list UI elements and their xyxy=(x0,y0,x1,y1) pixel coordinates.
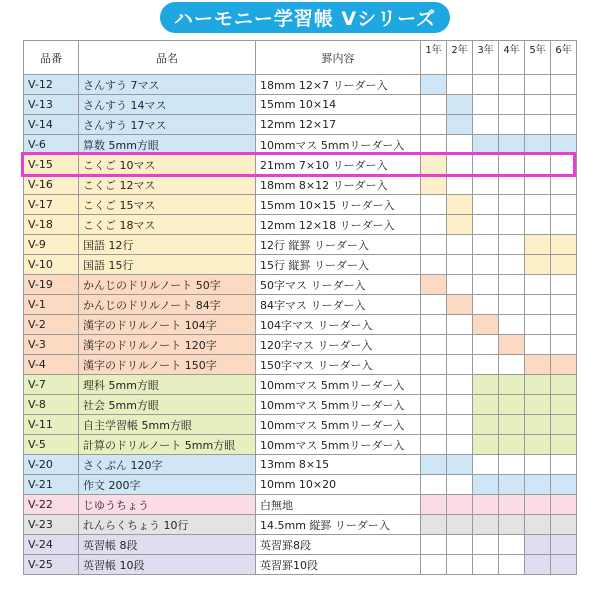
cell-name: 計算のドリルノート 5mm方眼 xyxy=(79,435,256,455)
cell-rule: 120字マス リーダー入 xyxy=(256,335,421,355)
grade-cell-4 xyxy=(499,295,525,315)
grade-cell-2 xyxy=(447,235,473,255)
grade-cell-1 xyxy=(421,535,447,555)
table-row xyxy=(24,395,577,415)
grade-cell-2 xyxy=(447,455,473,475)
cell-rule: 150字マス リーダー入 xyxy=(256,355,421,375)
grade-cell-5 xyxy=(525,135,551,155)
cell-code: V-7 xyxy=(24,375,79,395)
cell-code: V-11 xyxy=(24,415,79,435)
cell-name: 社会 5mm方眼 xyxy=(79,395,256,415)
grade-cell-1 xyxy=(421,115,447,135)
grade-cell-3 xyxy=(473,355,499,375)
grade-cell-3 xyxy=(473,155,499,175)
table-row xyxy=(24,475,577,495)
cell-rule: 13mm 8×15 xyxy=(256,455,421,475)
grade-cell-4 xyxy=(499,315,525,335)
grade-cell-3 xyxy=(473,455,499,475)
cell-name: 国語 15行 xyxy=(79,255,256,275)
grade-cell-6 xyxy=(551,175,577,195)
grade-cell-4 xyxy=(499,515,525,535)
grade-cell-2 xyxy=(447,355,473,375)
cell-code: V-3 xyxy=(24,335,79,355)
grade-cell-3 xyxy=(473,315,499,335)
grade-cell-2 xyxy=(447,95,473,115)
grade-cell-4 xyxy=(499,435,525,455)
grade-cell-4 xyxy=(499,455,525,475)
cell-code: V-16 xyxy=(24,175,79,195)
grade-cell-1 xyxy=(421,75,447,95)
grade-cell-5 xyxy=(525,455,551,475)
grade-cell-4 xyxy=(499,75,525,95)
grade-cell-3 xyxy=(473,395,499,415)
grade-cell-5 xyxy=(525,235,551,255)
cell-code: V-10 xyxy=(24,255,79,275)
cell-code: V-15 xyxy=(24,155,79,175)
cell-name: 英習帳 10段 xyxy=(79,555,256,575)
grade-cell-6 xyxy=(551,335,577,355)
grade-cell-4 xyxy=(499,535,525,555)
grade-cell-2 xyxy=(447,215,473,235)
grade-cell-1 xyxy=(421,495,447,515)
table-row xyxy=(24,515,577,535)
grade-cell-1 xyxy=(421,435,447,455)
grade-cell-4 xyxy=(499,555,525,575)
table-row xyxy=(24,95,577,115)
grade-cell-6 xyxy=(551,435,577,455)
grade-cell-6 xyxy=(551,75,577,95)
cell-name: 英習帳 8段 xyxy=(79,535,256,555)
grade-cell-6 xyxy=(551,155,577,175)
table-row xyxy=(24,555,577,575)
grade-cell-1 xyxy=(421,555,447,575)
cell-rule: 84字マス リーダー入 xyxy=(256,295,421,315)
cell-code: V-19 xyxy=(24,275,79,295)
grade-cell-1 xyxy=(421,355,447,375)
grade-cell-1 xyxy=(421,335,447,355)
header-name: 品名 xyxy=(79,41,256,75)
table-row xyxy=(24,235,577,255)
cell-rule: 英習罫10段 xyxy=(256,555,421,575)
grade-cell-1 xyxy=(421,195,447,215)
grade-cell-3 xyxy=(473,135,499,155)
cell-rule: 14.5mm 縦罫 リーダー入 xyxy=(256,515,421,535)
grade-cell-6 xyxy=(551,315,577,335)
grade-cell-1 xyxy=(421,235,447,255)
grade-cell-1 xyxy=(421,395,447,415)
product-table xyxy=(23,40,577,575)
grade-cell-2 xyxy=(447,475,473,495)
grade-cell-5 xyxy=(525,155,551,175)
grade-cell-4 xyxy=(499,135,525,155)
grade-cell-4 xyxy=(499,175,525,195)
grade-cell-6 xyxy=(551,395,577,415)
grade-cell-1 xyxy=(421,215,447,235)
grade-cell-5 xyxy=(525,415,551,435)
cell-name: さんすう 14マス xyxy=(79,95,256,115)
grade-cell-3 xyxy=(473,255,499,275)
cell-code: V-2 xyxy=(24,315,79,335)
grade-cell-2 xyxy=(447,75,473,95)
grade-cell-1 xyxy=(421,95,447,115)
cell-rule: 18mm 8×12 リーダー入 xyxy=(256,175,421,195)
table-row xyxy=(24,215,577,235)
grade-cell-3 xyxy=(473,195,499,215)
grade-cell-2 xyxy=(447,115,473,135)
grade-cell-4 xyxy=(499,495,525,515)
grade-cell-5 xyxy=(525,335,551,355)
header-grade-2: 2年 xyxy=(447,41,473,75)
table-row xyxy=(24,275,577,295)
grade-cell-6 xyxy=(551,255,577,275)
grade-cell-1 xyxy=(421,515,447,535)
grade-cell-6 xyxy=(551,415,577,435)
grade-cell-5 xyxy=(525,295,551,315)
cell-code: V-17 xyxy=(24,195,79,215)
cell-name: 国語 12行 xyxy=(79,235,256,255)
cell-name: 漢字のドリルノート 150字 xyxy=(79,355,256,375)
cell-rule: 10mm 10×20 xyxy=(256,475,421,495)
grade-cell-6 xyxy=(551,455,577,475)
table-row xyxy=(24,455,577,475)
grade-cell-1 xyxy=(421,375,447,395)
grade-cell-5 xyxy=(525,215,551,235)
table-row xyxy=(24,415,577,435)
cell-rule: 21mm 7×10 リーダー入 xyxy=(256,155,421,175)
cell-rule: 15mm 10×14 xyxy=(256,95,421,115)
grade-cell-2 xyxy=(447,295,473,315)
cell-name: こくご 10マス xyxy=(79,155,256,175)
table-row xyxy=(24,495,577,515)
grade-cell-2 xyxy=(447,535,473,555)
cell-code: V-12 xyxy=(24,75,79,95)
cell-name: 漢字のドリルノート 120字 xyxy=(79,335,256,355)
cell-code: V-8 xyxy=(24,395,79,415)
cell-code: V-14 xyxy=(24,115,79,135)
grade-cell-3 xyxy=(473,475,499,495)
table-body xyxy=(24,75,577,575)
cell-name: さんすう 7マス xyxy=(79,75,256,95)
cell-code: V-22 xyxy=(24,495,79,515)
table-row xyxy=(24,175,577,195)
grade-cell-3 xyxy=(473,415,499,435)
cell-rule: 10mmマス 5mmリーダー入 xyxy=(256,435,421,455)
grade-cell-3 xyxy=(473,555,499,575)
cell-rule: 50字マス リーダー入 xyxy=(256,275,421,295)
grade-cell-4 xyxy=(499,415,525,435)
grade-cell-6 xyxy=(551,355,577,375)
cell-rule: 10mmマス 5mmリーダー入 xyxy=(256,395,421,415)
grade-cell-6 xyxy=(551,115,577,135)
grade-cell-3 xyxy=(473,335,499,355)
cell-name: 作文 200字 xyxy=(79,475,256,495)
grade-cell-6 xyxy=(551,555,577,575)
grade-cell-4 xyxy=(499,335,525,355)
grade-cell-5 xyxy=(525,495,551,515)
grade-cell-4 xyxy=(499,215,525,235)
cell-rule: 12行 縦罫 リーダー入 xyxy=(256,235,421,255)
cell-code: V-20 xyxy=(24,455,79,475)
grade-cell-5 xyxy=(525,435,551,455)
grade-cell-5 xyxy=(525,275,551,295)
grade-cell-6 xyxy=(551,535,577,555)
cell-name: じゆうちょう xyxy=(79,495,256,515)
grade-cell-6 xyxy=(551,475,577,495)
cell-name: 自主学習帳 5mm方眼 xyxy=(79,415,256,435)
table-row xyxy=(24,535,577,555)
grade-cell-1 xyxy=(421,475,447,495)
grade-cell-5 xyxy=(525,535,551,555)
header-grade-5: 5年 xyxy=(525,41,551,75)
table-row xyxy=(24,435,577,455)
cell-rule: 白無地 xyxy=(256,495,421,515)
cell-name: こくご 12マス xyxy=(79,175,256,195)
grade-cell-3 xyxy=(473,375,499,395)
grade-cell-3 xyxy=(473,235,499,255)
grade-cell-5 xyxy=(525,375,551,395)
cell-name: れんらくちょう 10行 xyxy=(79,515,256,535)
grade-cell-4 xyxy=(499,355,525,375)
grade-cell-6 xyxy=(551,135,577,155)
grade-cell-4 xyxy=(499,255,525,275)
table-row xyxy=(24,335,577,355)
grade-cell-3 xyxy=(473,275,499,295)
cell-code: V-25 xyxy=(24,555,79,575)
cell-rule: 15mm 10×15 リーダー入 xyxy=(256,195,421,215)
grade-cell-3 xyxy=(473,175,499,195)
grade-cell-6 xyxy=(551,495,577,515)
grade-cell-5 xyxy=(525,175,551,195)
cell-rule: 18mm 12×7 リーダー入 xyxy=(256,75,421,95)
cell-name: かんじのドリルノート 50字 xyxy=(79,275,256,295)
grade-cell-2 xyxy=(447,255,473,275)
grade-cell-2 xyxy=(447,195,473,215)
grade-cell-2 xyxy=(447,175,473,195)
grade-cell-1 xyxy=(421,255,447,275)
grade-cell-4 xyxy=(499,115,525,135)
cell-rule: 104字マス リーダー入 xyxy=(256,315,421,335)
table-row xyxy=(24,255,577,275)
grade-cell-3 xyxy=(473,515,499,535)
header-grade-1: 1年 xyxy=(421,41,447,75)
grade-cell-5 xyxy=(525,395,551,415)
grade-cell-2 xyxy=(447,515,473,535)
grade-cell-3 xyxy=(473,215,499,235)
grade-cell-2 xyxy=(447,315,473,335)
grade-cell-1 xyxy=(421,175,447,195)
cell-code: V-1 xyxy=(24,295,79,315)
grade-cell-3 xyxy=(473,115,499,135)
cell-name: 漢字のドリルノート 104字 xyxy=(79,315,256,335)
cell-name: こくご 18マス xyxy=(79,215,256,235)
grade-cell-3 xyxy=(473,495,499,515)
grade-cell-3 xyxy=(473,535,499,555)
grade-cell-5 xyxy=(525,515,551,535)
grade-cell-2 xyxy=(447,415,473,435)
header-grade-4: 4年 xyxy=(499,41,525,75)
cell-rule: 12mm 12×18 リーダー入 xyxy=(256,215,421,235)
cell-name: 理科 5mm方眼 xyxy=(79,375,256,395)
title-bar xyxy=(0,0,600,38)
grade-cell-2 xyxy=(447,335,473,355)
table-row xyxy=(24,115,577,135)
cell-code: V-24 xyxy=(24,535,79,555)
cell-rule: 15行 縦罫 リーダー入 xyxy=(256,255,421,275)
grade-cell-2 xyxy=(447,275,473,295)
grade-cell-5 xyxy=(525,75,551,95)
grade-cell-6 xyxy=(551,215,577,235)
header-grade-3: 3年 xyxy=(473,41,499,75)
cell-code: V-23 xyxy=(24,515,79,535)
cell-name: 算数 5mm方眼 xyxy=(79,135,256,155)
cell-code: V-21 xyxy=(24,475,79,495)
table-row xyxy=(24,355,577,375)
cell-rule: 10mmマス 5mmリーダー入 xyxy=(256,135,421,155)
header-code: 品番 xyxy=(24,41,79,75)
cell-code: V-18 xyxy=(24,215,79,235)
grade-cell-1 xyxy=(421,295,447,315)
cell-rule: 10mmマス 5mmリーダー入 xyxy=(256,415,421,435)
grade-cell-4 xyxy=(499,375,525,395)
cell-rule: 12mm 12×17 xyxy=(256,115,421,135)
grade-cell-1 xyxy=(421,135,447,155)
table-header-row xyxy=(24,41,577,75)
cell-rule: 10mmマス 5mmリーダー入 xyxy=(256,375,421,395)
table-row xyxy=(24,135,577,155)
table-row xyxy=(24,75,577,95)
grade-cell-2 xyxy=(447,375,473,395)
cell-code: V-9 xyxy=(24,235,79,255)
grade-cell-5 xyxy=(525,255,551,275)
grade-cell-3 xyxy=(473,95,499,115)
grade-cell-5 xyxy=(525,555,551,575)
grade-cell-2 xyxy=(447,395,473,415)
grade-cell-4 xyxy=(499,195,525,215)
grade-cell-4 xyxy=(499,155,525,175)
grade-cell-5 xyxy=(525,315,551,335)
cell-name: かんじのドリルノート 84字 xyxy=(79,295,256,315)
table-row xyxy=(24,295,577,315)
grade-cell-5 xyxy=(525,475,551,495)
grade-cell-6 xyxy=(551,95,577,115)
table-row xyxy=(24,375,577,395)
grade-cell-5 xyxy=(525,355,551,375)
cell-code: V-5 xyxy=(24,435,79,455)
grade-cell-5 xyxy=(525,195,551,215)
grade-cell-4 xyxy=(499,395,525,415)
header-rule: 罫内容 xyxy=(256,41,421,75)
grade-cell-2 xyxy=(447,555,473,575)
grade-cell-4 xyxy=(499,275,525,295)
grade-cell-4 xyxy=(499,95,525,115)
grade-cell-4 xyxy=(499,235,525,255)
grade-cell-1 xyxy=(421,415,447,435)
grade-cell-6 xyxy=(551,275,577,295)
grade-cell-2 xyxy=(447,155,473,175)
cell-name: さんすう 17マス xyxy=(79,115,256,135)
grade-cell-6 xyxy=(551,375,577,395)
cell-name: こくご 15マス xyxy=(79,195,256,215)
grade-cell-2 xyxy=(447,495,473,515)
grade-cell-4 xyxy=(499,475,525,495)
grade-cell-1 xyxy=(421,155,447,175)
grade-cell-3 xyxy=(473,75,499,95)
cell-name: さくぶん 120字 xyxy=(79,455,256,475)
grade-cell-1 xyxy=(421,275,447,295)
table-row xyxy=(24,315,577,335)
table-row xyxy=(24,195,577,215)
grade-cell-1 xyxy=(421,455,447,475)
grade-cell-2 xyxy=(447,135,473,155)
grade-cell-6 xyxy=(551,195,577,215)
grade-cell-5 xyxy=(525,95,551,115)
cell-code: V-4 xyxy=(24,355,79,375)
grade-cell-3 xyxy=(473,435,499,455)
grade-cell-6 xyxy=(551,295,577,315)
grade-cell-3 xyxy=(473,295,499,315)
grade-cell-6 xyxy=(551,235,577,255)
grade-cell-6 xyxy=(551,515,577,535)
header-grade-6: 6年 xyxy=(551,41,577,75)
cell-code: V-13 xyxy=(24,95,79,115)
table-row xyxy=(24,155,577,175)
cell-code: V-6 xyxy=(24,135,79,155)
grade-cell-1 xyxy=(421,315,447,335)
grade-cell-5 xyxy=(525,115,551,135)
page-title: ハーモニー学習帳 Vシリーズ xyxy=(160,2,450,33)
cell-rule: 英習罫8段 xyxy=(256,535,421,555)
grade-cell-2 xyxy=(447,435,473,455)
